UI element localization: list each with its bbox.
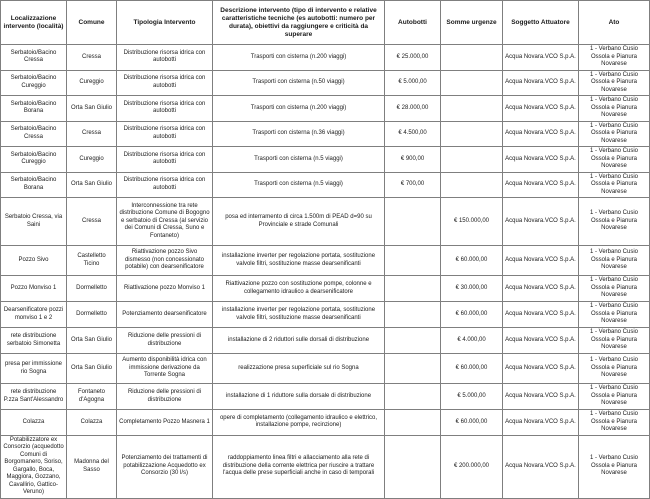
cell: Distribuzione risorsa idrica con autobotti: [117, 121, 213, 147]
cell: Trasporti con cisterna (n.50 viaggi): [213, 70, 385, 96]
cell: Serbatoio/Bacino Cressa: [1, 121, 67, 147]
cell: Fontaneto d'Agogna: [67, 384, 117, 410]
cell: Pozzo Sivo: [1, 246, 67, 276]
cell: [385, 302, 441, 328]
table-row: [1, 198, 650, 246]
cell: Orta San Giulio: [67, 96, 117, 122]
cell: 1 - Verbano Cusio Ossola e Pianura Novarese: [579, 246, 650, 276]
table-row: [1, 354, 650, 384]
cell: 1 - Verbano Cusio Ossola e Pianura Novarese: [579, 147, 650, 173]
header-cell-1: Comune: [67, 1, 117, 45]
cell: [441, 70, 503, 96]
cell: € 4.500,00: [385, 121, 441, 147]
cell: Cureggio: [67, 147, 117, 173]
header-cell-5: Somme urgenze: [441, 1, 503, 45]
table-row: [1, 147, 650, 173]
cell: Distribuzione risorsa idrica con autobotti: [117, 70, 213, 96]
cell: [441, 172, 503, 198]
cell: 1 - Verbano Cusio Ossola e Pianura Novarese: [579, 96, 650, 122]
cell: Cureggio: [67, 70, 117, 96]
cell: [385, 276, 441, 302]
cell: Madonna del Sasso: [67, 435, 117, 498]
cell: opere di completamento (collegamento idraulico e elettrico, installazione pompe, recinzione): [213, 410, 385, 436]
cell: Riattivazione pozzo con sostituzione pompe, colonne e collegamento idraulico a dearsenificatore: [213, 276, 385, 302]
cell: € 28.000,00: [385, 96, 441, 122]
cell: [441, 121, 503, 147]
cell: Acqua Novara.VCO S.p.A.: [503, 121, 579, 147]
cell: 1 - Verbano Cusio Ossola e Pianura Novarese: [579, 198, 650, 246]
cell: Dearsenificatore pozzi monviso 1 e 2: [1, 302, 67, 328]
cell: Acqua Novara.VCO S.p.A.: [503, 328, 579, 354]
cell: € 30.000,00: [441, 276, 503, 302]
cell: € 4.000,00: [441, 328, 503, 354]
cell: Trasporti con cisterna (n.5 viaggi): [213, 147, 385, 173]
cell: Riduzione delle pressioni di distribuzione: [117, 328, 213, 354]
cell: Aumento disponibilità idrica con immissione derivazione da Torrente Sogna: [117, 354, 213, 384]
header-cell-0: Localizzazione intervento (località): [1, 1, 67, 45]
header-cell-7: Ato: [579, 1, 650, 45]
header-cell-3: Descrizione intervento (tipo di intervento e relative caratteristiche tecniche (es autobotti: numero per durata), obiettivi da raggiungere e criticità da superare: [213, 1, 385, 45]
cell: € 150.000,00: [441, 198, 503, 246]
cell: [441, 147, 503, 173]
cell: installazione inverter per regolazione portata, sostituzione valvole filtri, sostituzione masse dearsenificanti: [213, 246, 385, 276]
cell: € 200.000,00: [441, 435, 503, 498]
cell: installazione inverter per regolazione portata, sostituzione valvole filtri, sostituzione masse dearsenificanti: [213, 302, 385, 328]
cell: Acqua Novara.VCO S.p.A.: [503, 435, 579, 498]
cell: Distribuzione risorsa idrica con autobotti: [117, 45, 213, 71]
cell: Potabilizzatore ex Consorzio (acquedotto Comuni di Borgomanero, Soriso, Gargallo, Boca, Maggiora, Gozzano, Cavallirio, Gattico-Veruno): [1, 435, 67, 498]
table-header: [1, 1, 650, 45]
cell: Colazza: [67, 410, 117, 436]
cell: [385, 435, 441, 498]
table-row: [1, 384, 650, 410]
cell: Acqua Novara.VCO S.p.A.: [503, 147, 579, 173]
table-row: [1, 328, 650, 354]
cell: Cressa: [67, 121, 117, 147]
table-row: [1, 302, 650, 328]
cell: Dormelletto: [67, 276, 117, 302]
cell: 1 - Verbano Cusio Ossola e Pianura Novarese: [579, 354, 650, 384]
cell: € 900,00: [385, 147, 441, 173]
table-row: [1, 276, 650, 302]
cell: Riattivazione pozzo Sivo dismesso (non concessionato potabile) con dearsenificatore: [117, 246, 213, 276]
cell: € 25.000,00: [385, 45, 441, 71]
cell: 1 - Verbano Cusio Ossola e Pianura Novarese: [579, 276, 650, 302]
cell: Distribuzione risorsa idrica con autobotti: [117, 147, 213, 173]
cell: 1 - Verbano Cusio Ossola e Pianura Novarese: [579, 121, 650, 147]
cell: Serbatoio/Bacino Borana: [1, 96, 67, 122]
cell: Serbatoio/Bacino Cureggio: [1, 147, 67, 173]
cell: 1 - Verbano Cusio Ossola e Pianura Novarese: [579, 70, 650, 96]
cell: [385, 354, 441, 384]
cell: Acqua Novara.VCO S.p.A.: [503, 45, 579, 71]
cell: [385, 384, 441, 410]
cell: Orta San Giulio: [67, 354, 117, 384]
cell: Trasporti con cisterna (n.36 viaggi): [213, 121, 385, 147]
table-row: [1, 246, 650, 276]
cell: € 5.000,00: [385, 70, 441, 96]
cell: rete distribuzione P.zza Sant'Alessandro: [1, 384, 67, 410]
cell: Riattivazione pozzo Monviso 1: [117, 276, 213, 302]
table-row: [1, 121, 650, 147]
cell: Castelletto Ticino: [67, 246, 117, 276]
cell: € 700,00: [385, 172, 441, 198]
cell: posa ed interramento di circa 1.500m di PEAD d=90 su Provinciale e strade Comunali: [213, 198, 385, 246]
cell: Interconnessione tra rete distribuzione Comune di Bogogno e serbatoio di Cressa (al servizio dei Comuni di Cressa, Suno e Fontaneto): [117, 198, 213, 246]
cell: raddoppiamento linea filtri e allacciamento alla rete di distribuzione della corrente elettrica per riuscire a trattare l'acqua delle prese superficiali anche in caso di temporali: [213, 435, 385, 498]
cell: Acqua Novara.VCO S.p.A.: [503, 302, 579, 328]
cell: € 60.000,00: [441, 246, 503, 276]
header-row: [1, 1, 650, 45]
cell: Potenziamento dei trattamenti di potabilizzazione Acquedotto ex Consorzio (30 l/s): [117, 435, 213, 498]
table-row: [1, 96, 650, 122]
cell: 1 - Verbano Cusio Ossola e Pianura Novarese: [579, 45, 650, 71]
cell: Orta San Giulio: [67, 172, 117, 198]
cell: [441, 45, 503, 71]
table-row: [1, 70, 650, 96]
table-row: [1, 435, 650, 498]
cell: Pozzo Monviso 1: [1, 276, 67, 302]
cell: [385, 328, 441, 354]
cell: [441, 96, 503, 122]
table-row: [1, 172, 650, 198]
cell: Dormelletto: [67, 302, 117, 328]
cell: Acqua Novara.VCO S.p.A.: [503, 198, 579, 246]
cell: Acqua Novara.VCO S.p.A.: [503, 384, 579, 410]
cell: Acqua Novara.VCO S.p.A.: [503, 354, 579, 384]
cell: Serbatoio/Bacino Borana: [1, 172, 67, 198]
cell: 1 - Verbano Cusio Ossola e Pianura Novarese: [579, 172, 650, 198]
table-body: [1, 45, 650, 499]
header-cell-6: Soggetto Attuatore: [503, 1, 579, 45]
cell: € 60.000,00: [441, 410, 503, 436]
cell: Cressa: [67, 45, 117, 71]
cell: Serbatoio Cressa, via Saini: [1, 198, 67, 246]
cell: Acqua Novara.VCO S.p.A.: [503, 96, 579, 122]
cell: 1 - Verbano Cusio Ossola e Pianura Novarese: [579, 328, 650, 354]
cell: Serbatoio/Bacino Cureggio: [1, 70, 67, 96]
cell: installazione di 2 riduttori sulle dorsali di distribuzione: [213, 328, 385, 354]
cell: Colazza: [1, 410, 67, 436]
cell: rete distribuzione serbatoio Simonetta: [1, 328, 67, 354]
cell: Acqua Novara.VCO S.p.A.: [503, 246, 579, 276]
cell: Cressa: [67, 198, 117, 246]
cell: Distribuzione risorsa idrica con autobotti: [117, 172, 213, 198]
header-cell-2: Tipologia Intervento: [117, 1, 213, 45]
cell: presa per immissione rio Sogna: [1, 354, 67, 384]
cell: [385, 198, 441, 246]
cell: Acqua Novara.VCO S.p.A.: [503, 172, 579, 198]
cell: Acqua Novara.VCO S.p.A.: [503, 70, 579, 96]
cell: 1 - Verbano Cusio Ossola e Pianura Novarese: [579, 302, 650, 328]
cell: Potenziamento dearsenificatore: [117, 302, 213, 328]
cell: Trasporti con cisterna (n.5 viaggi): [213, 172, 385, 198]
cell: realizzazione presa superficiale sul rio Sogna: [213, 354, 385, 384]
cell: € 5.000,00: [441, 384, 503, 410]
cell: 1 - Verbano Cusio Ossola e Pianura Novarese: [579, 384, 650, 410]
cell: Distribuzione risorsa idrica con autobotti: [117, 96, 213, 122]
table-row: [1, 45, 650, 71]
header-cell-4: Autobotti: [385, 1, 441, 45]
cell: € 60.000,00: [441, 302, 503, 328]
cell: Riduzione delle pressioni di distribuzione: [117, 384, 213, 410]
cell: Acqua Novara.VCO S.p.A.: [503, 276, 579, 302]
cell: 1 - Verbano Cusio Ossola e Pianura Novarese: [579, 410, 650, 436]
cell: Serbatoio/Bacino Cressa: [1, 45, 67, 71]
cell: Orta San Giulio: [67, 328, 117, 354]
cell: Acqua Novara.VCO S.p.A.: [503, 410, 579, 436]
table-row: [1, 410, 650, 436]
cell: Completamento Pozzo Masnera 1: [117, 410, 213, 436]
cell: Trasporti con cisterna (n.200 viaggi): [213, 96, 385, 122]
cell: € 60.000,00: [441, 354, 503, 384]
cell: [385, 246, 441, 276]
cell: Trasporti con cisterna (n.200 viaggi): [213, 45, 385, 71]
cell: installazione di 1 riduttore sulla dorsale di distribuzione: [213, 384, 385, 410]
cell: [385, 410, 441, 436]
cell: 1 - Verbano Cusio Ossola e Pianura Novarese: [579, 435, 650, 498]
